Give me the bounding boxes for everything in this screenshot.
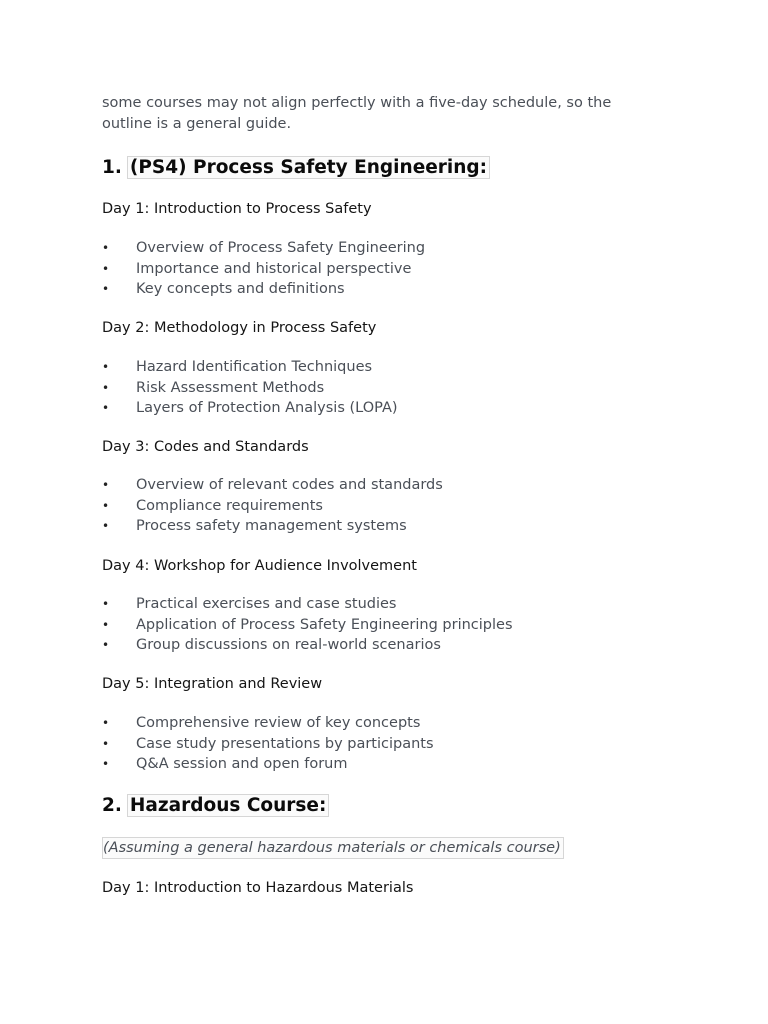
list-item: • Hazard Identification Techniques [102, 359, 373, 375]
day-1-label: Day 1: Introduction to Process Safety [102, 201, 372, 217]
list-item: • Application of Process Safety Engineering principles [102, 616, 513, 633]
day-3-list [102, 475, 443, 537]
section-2-note: (Assuming a general hazardous materials or chemicals course) [102, 837, 564, 859]
section-2-heading [102, 793, 329, 819]
section-1-title: (PS4) Process Safety Engineering: [127, 156, 490, 179]
list-item: • Case study presentations by participants [102, 735, 434, 752]
list-item: • Comprehensive review of key concepts [102, 715, 421, 731]
bullet-icon: • [102, 716, 110, 730]
bullet-icon: • [102, 498, 110, 513]
list-item: • Q&A session and open forum [102, 756, 348, 773]
list-item: • Overview of Process Safety Engineering [102, 240, 426, 256]
day-5-list [102, 713, 434, 775]
bullet-icon: • [102, 261, 110, 276]
list-item: • Group discussions on real-world scenarios [102, 637, 441, 654]
bullet-icon: • [102, 617, 110, 632]
section-2-day-1-label: Day 1: Introduction to Hazardous Materials [102, 880, 414, 896]
section-2-number: 2. [102, 795, 122, 816]
list-item: • Process safety management systems [102, 518, 407, 535]
bullet-icon: • [102, 736, 110, 751]
document-page [102, 93, 662, 896]
section-2-title: Hazardous Course: [127, 794, 329, 817]
list-item: • Importance and historical perspective [102, 260, 412, 277]
day-2-label: Day 2: Methodology in Process Safety [102, 320, 377, 336]
bullet-icon: • [102, 241, 110, 255]
day-3-label: Day 3: Codes and Standards [102, 439, 309, 455]
list-item: • Layers of Protection Analysis (LOPA) [102, 400, 398, 417]
bullet-icon: • [102, 478, 110, 492]
list-item: • Compliance requirements [102, 497, 323, 514]
bullet-icon: • [102, 519, 110, 534]
day-5-label: Day 5: Integration and Review [102, 676, 323, 692]
bullet-icon: • [102, 597, 110, 611]
day-1-list [102, 238, 425, 300]
section-1-heading [102, 155, 490, 181]
bullet-icon: • [102, 757, 110, 772]
list-item: • Overview of relevant codes and standards [102, 477, 443, 493]
bullet-icon: • [102, 638, 110, 653]
bullet-icon: • [102, 380, 110, 395]
bullet-icon: • [102, 360, 110, 374]
intro-paragraph: some courses may not align perfectly with a five-day schedule, so the outline is a general guide. [102, 95, 612, 132]
list-item: • Risk Assessment Methods [102, 379, 325, 396]
day-2-list [102, 357, 398, 419]
day-4-list [102, 594, 513, 656]
section-1-number: 1. [102, 157, 122, 178]
list-item: • Key concepts and definitions [102, 281, 345, 298]
list-item: • Practical exercises and case studies [102, 596, 397, 612]
bullet-icon: • [102, 401, 110, 416]
bullet-icon: • [102, 282, 110, 297]
day-4-label: Day 4: Workshop for Audience Involvement [102, 558, 417, 574]
